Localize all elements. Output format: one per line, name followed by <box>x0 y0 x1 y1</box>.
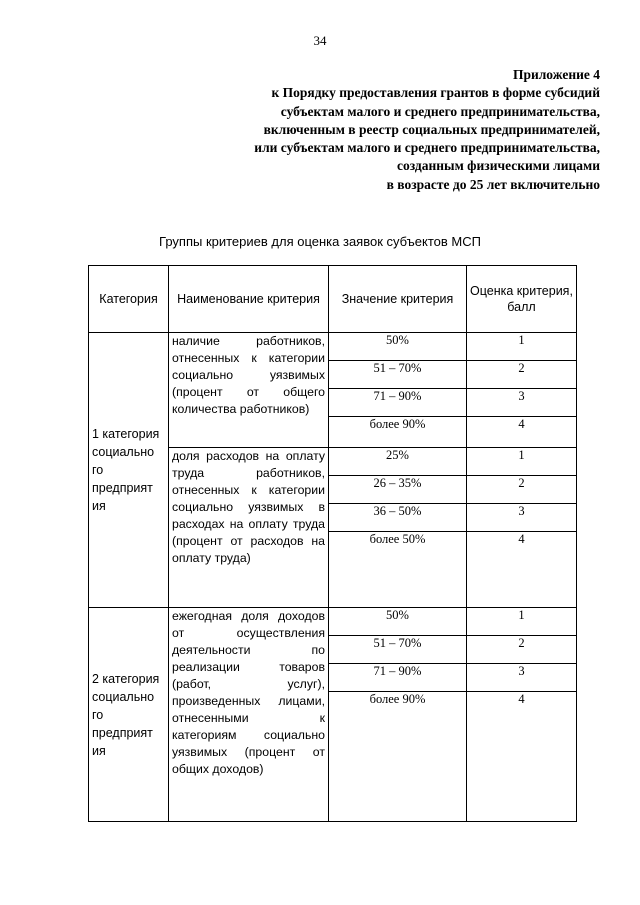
criteria-table <box>88 265 577 822</box>
criterion-value-cell: 51 – 70% <box>329 361 467 389</box>
score-cell: 4 <box>467 417 577 448</box>
appendix-line: или субъектам малого и среднего предпринимательства, <box>254 140 600 156</box>
criterion-value-cell: более 50% <box>329 532 467 608</box>
criterion-name-cell: наличие работников, отнесенных к категории социально уязвимых (процент от общего количества работников) <box>169 333 329 448</box>
criterion-name-cell: доля расходов на оплату труда работников, отнесенных к категории социально уязвимых в расходах на оплату труда (процент от расходов на оплату труда) <box>169 448 329 608</box>
appendix-line: к Порядку предоставления грантов в форме субсидий <box>271 85 600 101</box>
score-cell: 4 <box>467 532 577 608</box>
appendix-line: субъектам малого и среднего предпринимательства, <box>280 103 600 119</box>
criterion-value-cell: 25% <box>329 448 467 476</box>
criterion-value-cell: 50% <box>329 608 467 636</box>
score-cell: 4 <box>467 692 577 822</box>
score-cell: 1 <box>467 608 577 636</box>
header-criterion-name: Наименование критерия <box>169 266 329 333</box>
appendix-line: Приложение 4 <box>512 67 600 82</box>
page-number: 34 <box>313 33 327 48</box>
criterion-value-cell: более 90% <box>329 417 467 448</box>
score-cell: 3 <box>467 389 577 417</box>
table-row <box>89 608 577 636</box>
criterion-value-cell: 71 – 90% <box>329 389 467 417</box>
table-row <box>89 333 577 361</box>
criterion-value-cell: 36 – 50% <box>329 504 467 532</box>
table-title: Группы критериев для оценка заявок субъектов МСП <box>159 234 481 249</box>
criterion-value-cell: 71 – 90% <box>329 664 467 692</box>
criterion-name-cell: ежегодная доля доходов от осуществления деятельности по реализации товаров (работ, услуг), произведенных лицами, отнесенными к категориям социально уязвимых (процент от общих доходов) <box>169 608 329 822</box>
header-criterion-value: Значение критерия <box>329 266 467 333</box>
score-cell: 2 <box>467 636 577 664</box>
table-header-row <box>89 266 577 333</box>
criterion-value-cell: 50% <box>329 333 467 361</box>
appendix-line: созданным физическими лицами <box>396 158 600 174</box>
appendix-line: включенным в реестр социальных предпринимателей, <box>263 121 600 137</box>
score-cell: 2 <box>467 361 577 389</box>
score-cell: 1 <box>467 448 577 476</box>
score-cell: 3 <box>467 664 577 692</box>
score-cell: 3 <box>467 504 577 532</box>
header-score: Оценка критерия, балл <box>467 266 577 333</box>
criterion-value-cell: 51 – 70% <box>329 636 467 664</box>
category-cell: 2 категория социально го предприят ия <box>89 608 169 822</box>
criterion-value-cell: более 90% <box>329 692 467 822</box>
criterion-value-cell: 26 – 35% <box>329 476 467 504</box>
appendix-heading <box>254 66 600 194</box>
header-category: Категория <box>89 266 169 333</box>
category-cell: 1 категория социально го предприят ия <box>89 333 169 608</box>
score-cell: 2 <box>467 476 577 504</box>
score-cell: 1 <box>467 333 577 361</box>
appendix-line: в возрасте до 25 лет включительно <box>386 176 600 192</box>
